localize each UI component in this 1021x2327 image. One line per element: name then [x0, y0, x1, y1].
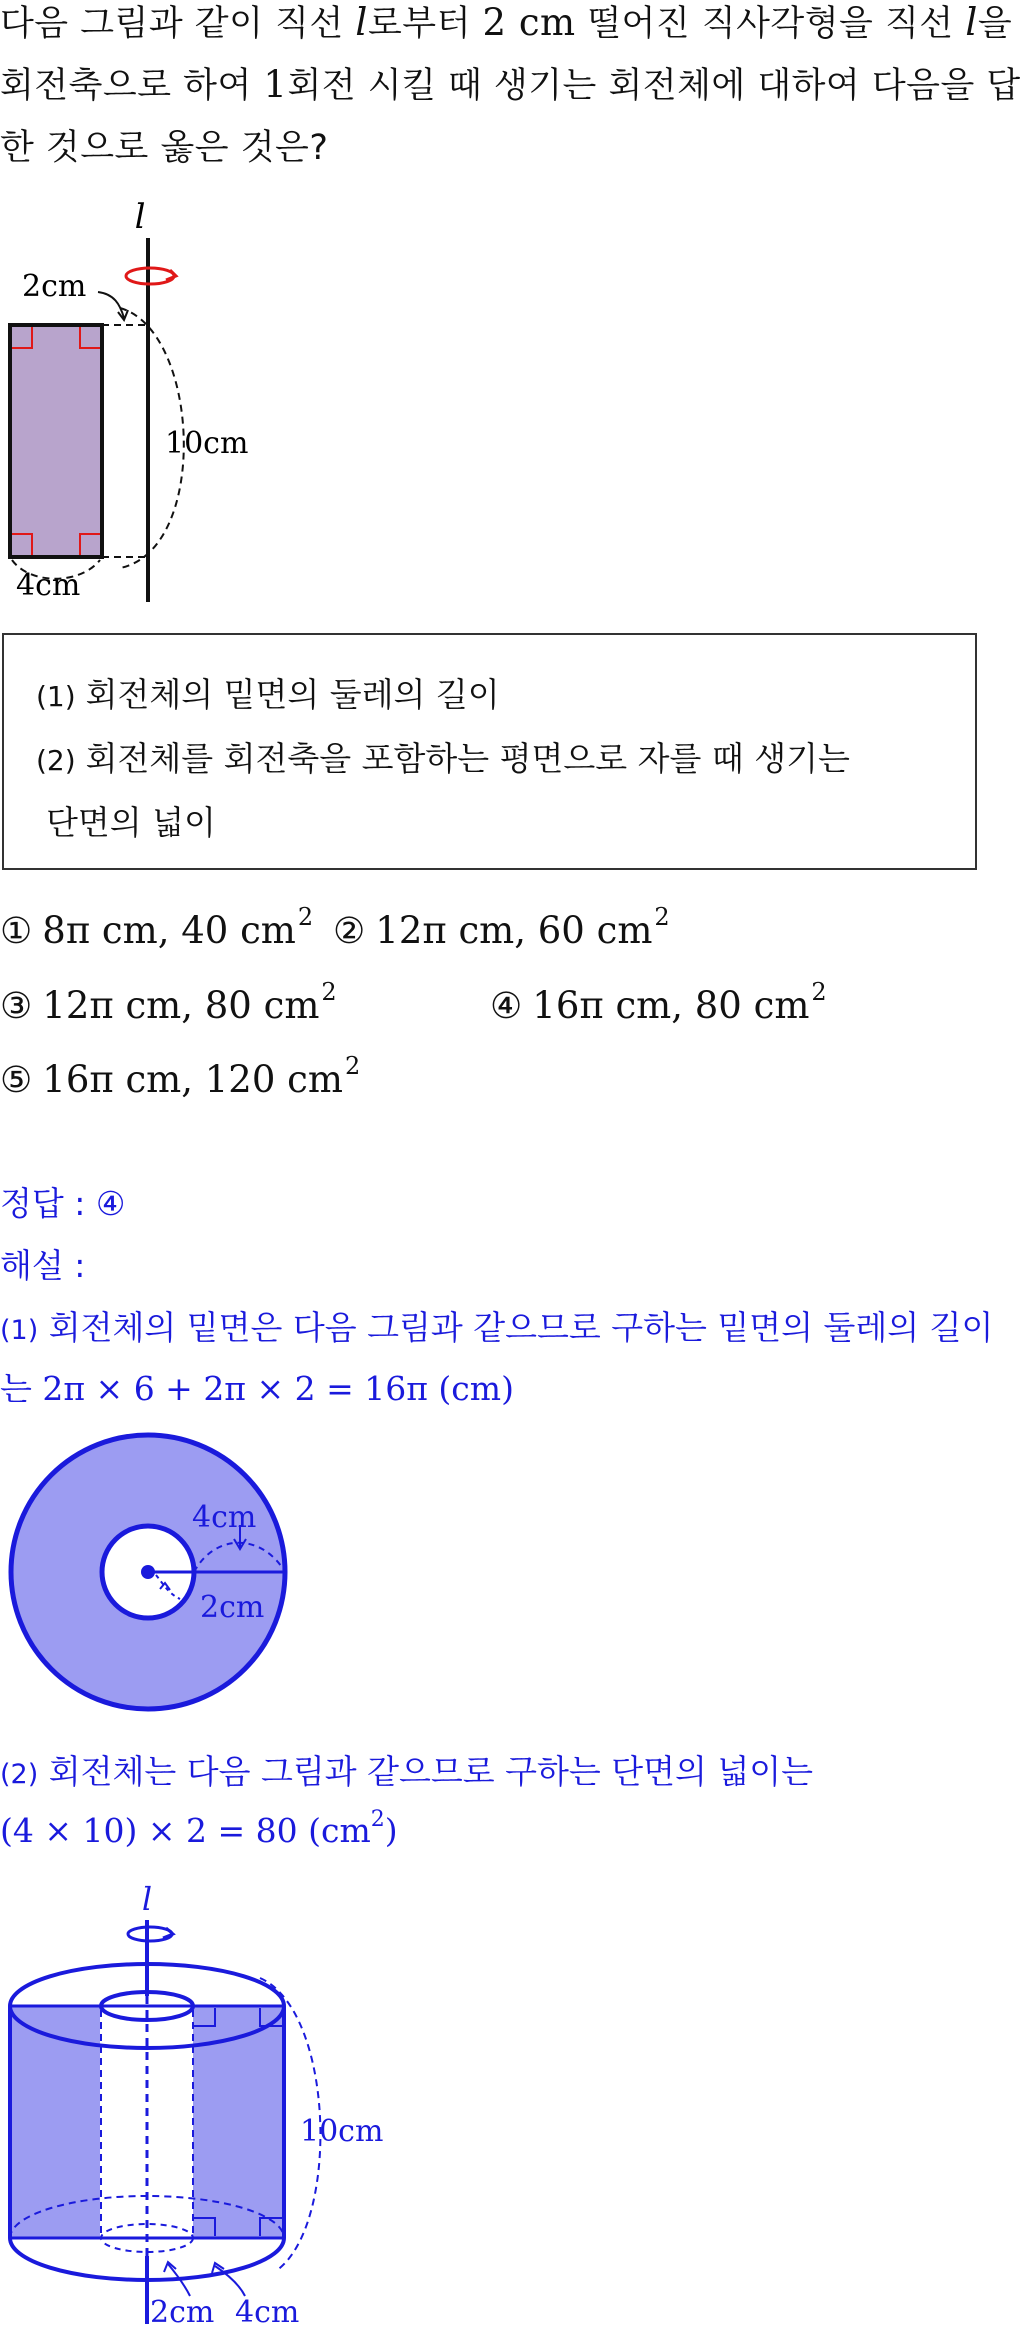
condition-item: (1) 회전체의 밑면의 둘레의 길이 — [36, 675, 500, 714]
label-gap: 2cm — [22, 269, 87, 304]
choice-5[interactable]: ⑤ 16π cm, 120 $cm^2$ — [0, 1052, 361, 1101]
condition-item: (2) 회전체를 회전축을 포함하는 평면으로 자를 때 생기는 — [36, 739, 850, 778]
choice-3[interactable]: ③ 12π cm, 80 $cm^2$ — [0, 978, 337, 1027]
choice-2[interactable]: ② 12π cm, 60 $cm^2$ — [333, 903, 670, 952]
label-width: 4cm — [16, 568, 81, 603]
question-line-1: 다음 그림과 같이 직선 l로부터 2 cm 떨어진 직사각형을 직선 l을 — [0, 0, 1013, 44]
condition-item: 단면의 넓이 — [46, 803, 216, 842]
conditions-box — [2, 633, 977, 870]
figure-annulus-base — [0, 1425, 300, 1725]
rectangle-shape — [10, 325, 102, 557]
question-line-3: 한 것으로 옳은 것은? — [0, 128, 329, 168]
question-line-2: 회전축으로 하여 1회전 시킬 때 생기는 회전체에 대하여 다음을 답 — [0, 63, 1021, 106]
label-outer-radius: 4cm — [192, 1500, 257, 1535]
label-height: 10cm — [300, 2114, 384, 2149]
axis-label: l — [141, 1880, 153, 1918]
solution-part1: (1) 회전체의 밑면은 다음 그림과 같으므로 구하는 밑면의 둘레의 길이 — [0, 1308, 994, 1347]
section-left — [10, 2006, 100, 2238]
label-inner-radius: 2cm — [200, 1590, 265, 1625]
choice-1[interactable]: ① 8π cm, 40 $cm^2$ — [0, 903, 314, 952]
solution-part2: (2) 회전체는 다음 그림과 같으므로 구하는 단면의 넓이는 — [0, 1752, 813, 1791]
figure-hollow-cylinder — [0, 1876, 420, 2326]
explanation-label: 해설 : — [0, 1246, 86, 1285]
answer-label: 정답 : ④ — [0, 1184, 126, 1223]
figure-rectangle-rotation — [0, 190, 280, 620]
label-height: 10cm — [165, 426, 249, 461]
solution-part1-formula: 는 2π × 6 + 2π × 2 = 16π (cm) — [0, 1369, 514, 1408]
label-outer-radius: 4cm — [235, 2295, 300, 2327]
choice-4[interactable]: ④ 16π cm, 80 $cm^2$ — [490, 978, 827, 1027]
label-inner-radius: 2cm — [150, 2295, 215, 2327]
axis-label: l — [134, 197, 146, 237]
section-right — [193, 2006, 283, 2238]
solution-part2-formula: (4 × 10) × 2 = 80 $(cm^2)$ — [0, 1807, 398, 1850]
